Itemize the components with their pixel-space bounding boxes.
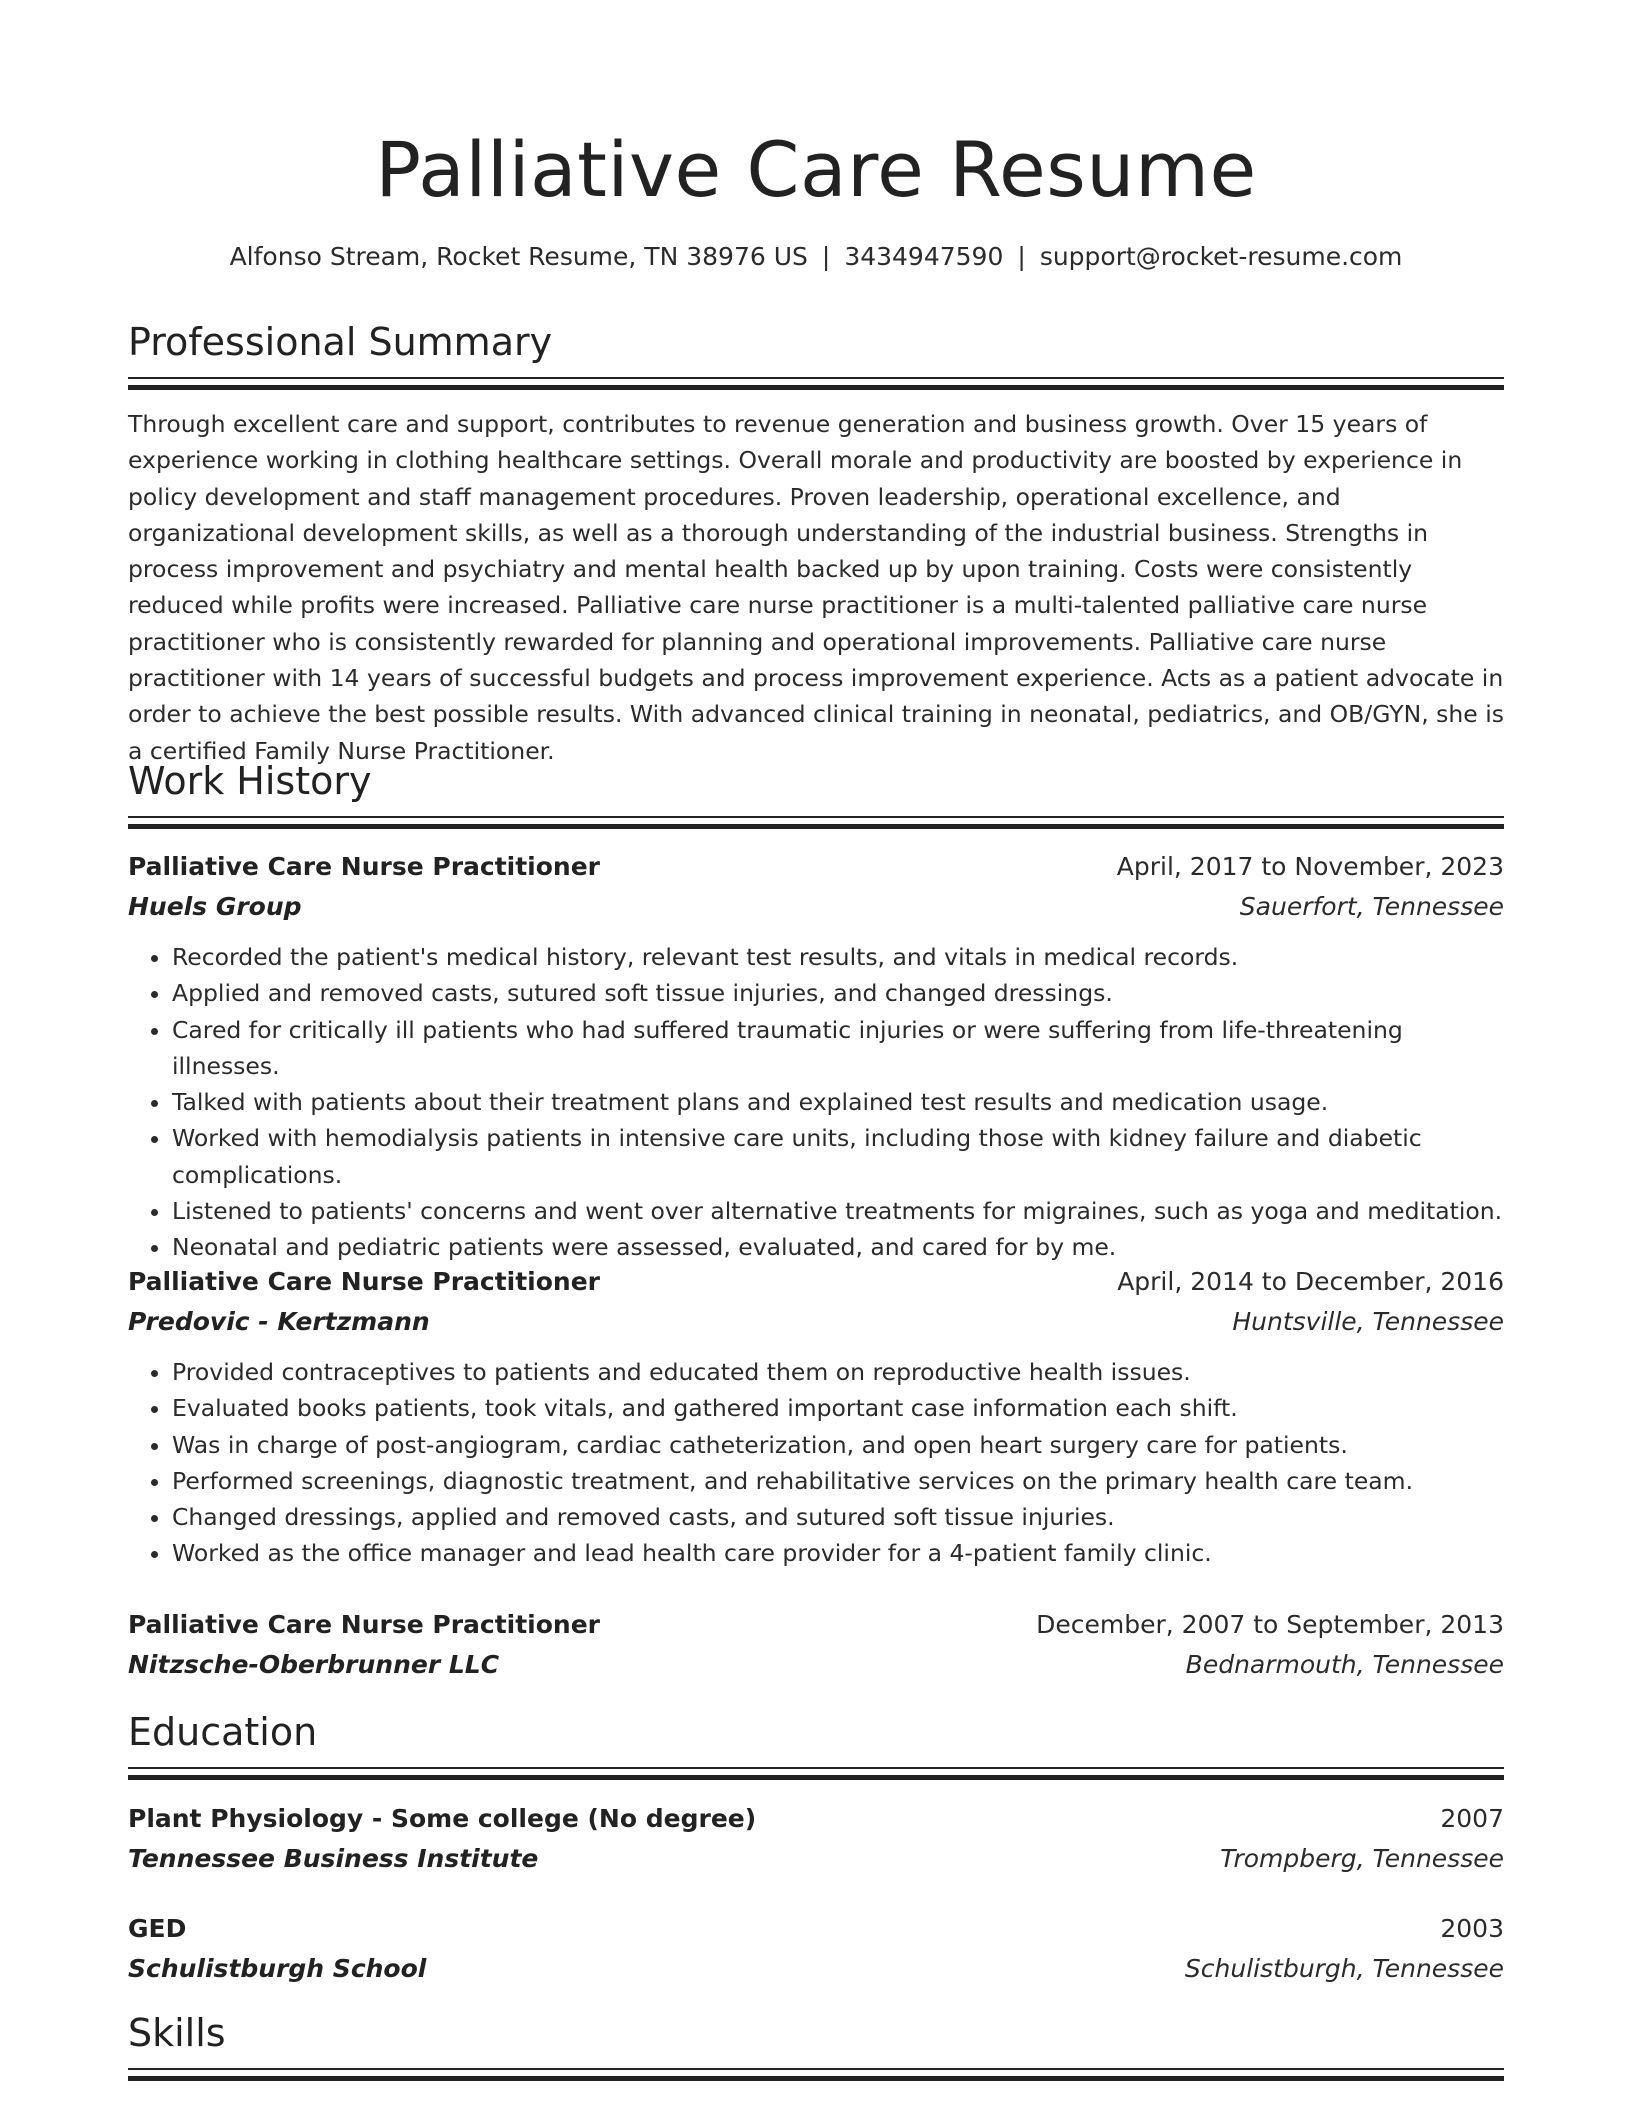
education-school: Schulistburgh School <box>128 1954 427 1983</box>
section-divider <box>128 816 1504 829</box>
job-bullet: • Worked as the office manager and lead health care provider for a 4-patient family clinic. <box>172 1535 1504 1571</box>
education-year: 2003 <box>1440 1914 1504 1943</box>
job-dates: December, 2007 to September, 2013 <box>1036 1610 1504 1639</box>
education-entry <box>128 1909 1504 1989</box>
job-bullet: • Changed dressings, applied and removed casts, and sutured soft tissue injuries. <box>172 1499 1504 1535</box>
contact-line <box>128 240 1504 274</box>
contact-separator: | <box>1017 242 1026 271</box>
job-bullet: • Was in charge of post-angiogram, cardiac catheterization, and open heart surgery care for patients. <box>172 1427 1504 1463</box>
job-bullet: • Cared for critically ill patients who had suffered traumatic injuries or were suffering from life-threatening illnesses. <box>172 1012 1504 1085</box>
job-bullets <box>128 1354 1504 1572</box>
job-bullet: • Neonatal and pediatric patients were assessed, evaluated, and cared for by me. <box>172 1229 1504 1265</box>
resume-title: Palliative Care Resume <box>375 125 1257 214</box>
contact-separator: | <box>821 242 831 271</box>
job-bullet: • Recorded the patient's medical history, relevant test results, and vitals in medical records. <box>172 939 1504 975</box>
contact-email[interactable]: support@rocket-resume.com <box>1039 242 1403 271</box>
job-company: Huels Group <box>128 892 302 921</box>
section-divider <box>128 2068 1504 2081</box>
section-heading-work-history: Work History <box>128 759 372 803</box>
education-year: 2007 <box>1440 1804 1504 1833</box>
summary-text: Through excellent care and support, contributes to revenue generation and business growth. Over 15 years of experience working in clothing healthcare settings. Overall morale and productivity are boosted by experience in policy development and staff management procedures. Proven leadership, operational excellence, and organizational development skills, as well as a thorough understanding of the industrial business. Strengths in process improvement and psychiatry and mental health backed up by upon training. Costs were consistently reduced while profits were increased. Palliative care nurse practitioner is a multi-talented palliative care nurse practitioner who is consistently rewarded for planning and operational improvements. Palliative care nurse practitioner with 14 years of successful budgets and process improvement experience. Acts as a patient advocate in order to achieve the best possible results. With advanced clinical training in neonatal, pediatrics, and OB/GYN, she is a certified Family Nurse Practitioner. <box>128 410 1504 765</box>
job-title: Palliative Care Nurse Practitioner <box>128 1610 601 1639</box>
job-company: Nitzsche-Oberbrunner LLC <box>128 1650 500 1679</box>
section-heading-summary: Professional Summary <box>128 320 553 364</box>
job-bullet: • Performed screenings, diagnostic treatment, and rehabilitative services on the primary health care team. <box>172 1463 1504 1499</box>
job-bullet: • Listened to patients' concerns and went over alternative treatments for migraines, such as yoga and meditation. <box>172 1193 1504 1229</box>
education-location: Schulistburgh, Tennessee <box>1184 1954 1504 1983</box>
education-degree: GED <box>128 1914 187 1943</box>
job-entry <box>128 1262 1504 1572</box>
section-heading-education: Education <box>128 1710 318 1754</box>
section-divider <box>128 1767 1504 1780</box>
job-entry <box>128 847 1504 1266</box>
contact-phone: 3434947590 <box>844 242 1004 271</box>
job-title: Palliative Care Nurse Practitioner <box>128 852 601 881</box>
job-bullet: • Provided contraceptives to patients and educated them on reproductive health issues. <box>172 1354 1504 1390</box>
job-entry <box>128 1605 1504 1685</box>
contact-address: Alfonso Stream, Rocket Resume, TN 38976 US <box>229 242 808 271</box>
job-title: Palliative Care Nurse Practitioner <box>128 1267 601 1296</box>
education-entry <box>128 1799 1504 1879</box>
job-location: Sauerfort, Tennessee <box>1239 892 1504 921</box>
job-bullets <box>128 939 1504 1266</box>
job-location: Bednarmouth, Tennessee <box>1185 1650 1504 1679</box>
job-dates: April, 2017 to November, 2023 <box>1116 852 1504 881</box>
job-bullet: • Applied and removed casts, sutured soft tissue injuries, and changed dressings. <box>172 975 1504 1011</box>
section-heading-skills: Skills <box>128 2011 226 2055</box>
education-location: Trompberg, Tennessee <box>1220 1844 1504 1873</box>
education-school: Tennessee Business Institute <box>128 1844 539 1873</box>
job-company: Predovic - Kertzmann <box>128 1307 430 1336</box>
education-degree: Plant Physiology - Some college (No degree) <box>128 1804 757 1833</box>
section-divider <box>128 377 1504 390</box>
job-bullet: • Worked with hemodialysis patients in intensive care units, including those with kidney failure and diabetic complications. <box>172 1120 1504 1193</box>
job-location: Huntsville, Tennessee <box>1232 1307 1504 1336</box>
job-bullet: • Talked with patients about their treatment plans and explained test results and medication usage. <box>172 1084 1504 1120</box>
job-dates: April, 2014 to December, 2016 <box>1117 1267 1504 1296</box>
job-bullet: • Evaluated books patients, took vitals, and gathered important case information each shift. <box>172 1390 1504 1426</box>
